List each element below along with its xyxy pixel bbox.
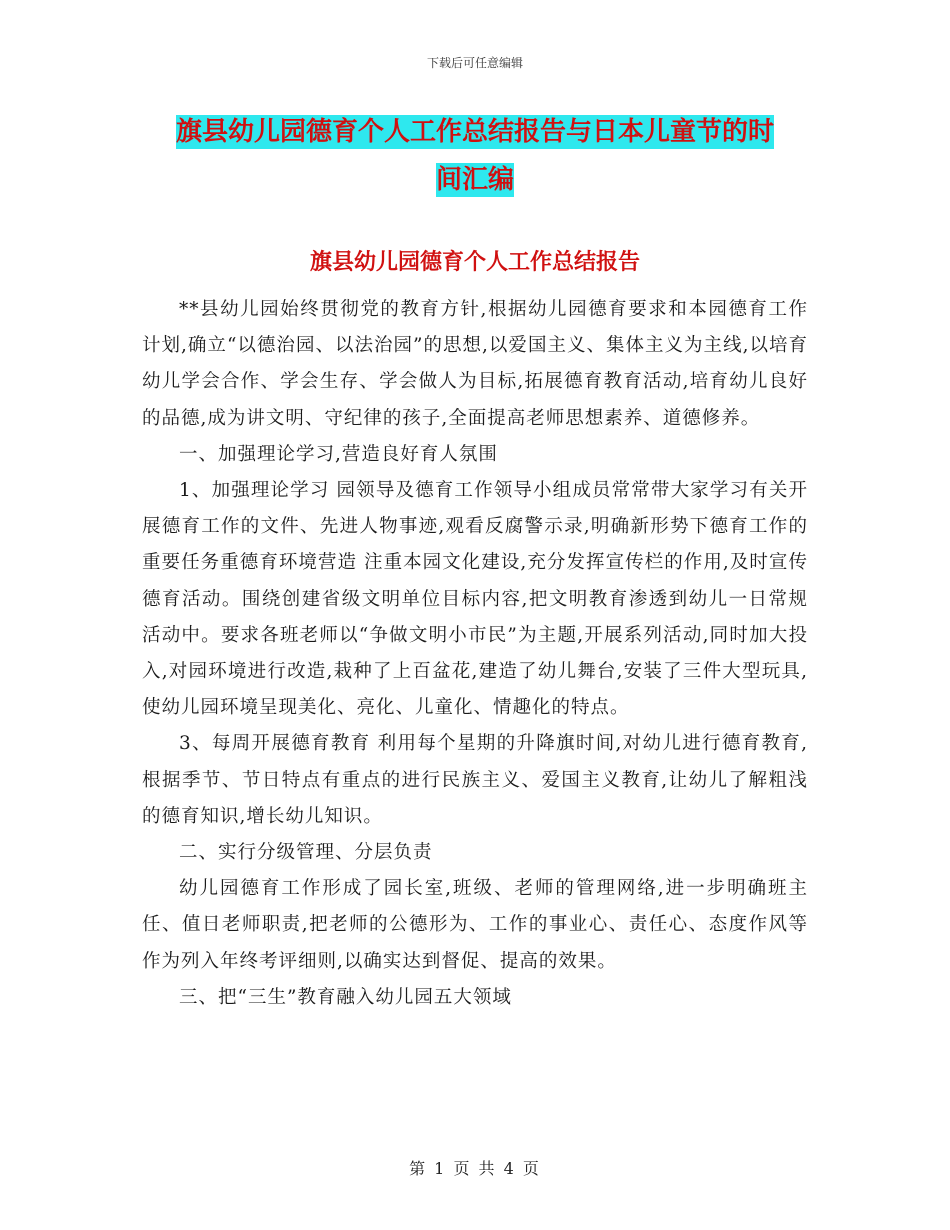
- paragraph: 幼儿园德育工作形成了园长室,班级、老师的管理网络,进一步明确班主任、值日老师职责,把老师的公德形为、工作的事业心、责任心、态度作风等作为列入年终考评细则,以确实达到督促、提高的效果。: [142, 878, 808, 972]
- paragraph: **县幼儿园始终贯彻党的教育方针,根据幼儿园德育要求和本园德育工作计划,确立“以德治园、以法治园”的思想,以爱国主义、集体主义为主线,以培育幼儿学会合作、学会生存、学会做人为目标,拓展德育教育活动,培育幼儿良好的品德,成为讲文明、守纪律的孩子,全面提高老师思想素养、道德修养。: [142, 299, 808, 429]
- paragraph: 1、加强理论学习 园领导及德育工作领导小组成员常常带大家学习有关开展德育工作的文件、先进人物事迹,观看反腐警示录,明确新形势下德育工作的重要任务重德育环境营造 注重本园文化建设,充分发挥宣传栏的作用,及时宣传德育活动。围绕创建省级文明单位目标内容,把文明教育渗透到幼儿一日常规活动中。要求各班老师以“争做文明小市民”为主题,开展系列活动,同时加大投入,对园环境进行改造,栽种了上百盆花,建造了幼儿舞台,安装了三件大型玩具,使幼儿园环境呈现美化、亮化、儿童化、情趣化的特点。: [142, 480, 808, 719]
- paragraph: 三、把“三生”教育融入幼儿园五大领域: [179, 986, 512, 1008]
- title-line-2: 间汇编: [435, 165, 514, 195]
- paragraph: 一、加强理论学习,营造良好育人氛围: [179, 443, 498, 465]
- title-line-1: 旗县幼儿园德育个人工作总结报告与日本儿童节的时: [175, 117, 774, 147]
- header-note: 下载后可任意编辑: [426, 56, 523, 70]
- paragraph: 二、实行分级管理、分层负责: [179, 842, 433, 864]
- section-title: 旗县幼儿园德育个人工作总结报告: [309, 250, 640, 275]
- document-title: [0, 108, 950, 204]
- paragraph: 3、每周开展德育教育 利用每个星期的升降旗时间,对幼儿进行德育教育,根据季节、节日特点有重点的进行民族主义、爱国主义教育,让幼儿了解粗浅的德育知识,增长幼儿知识。: [142, 733, 808, 827]
- page-number: 第 1 页 共 4 页: [409, 1159, 541, 1178]
- document-body: [142, 292, 808, 1016]
